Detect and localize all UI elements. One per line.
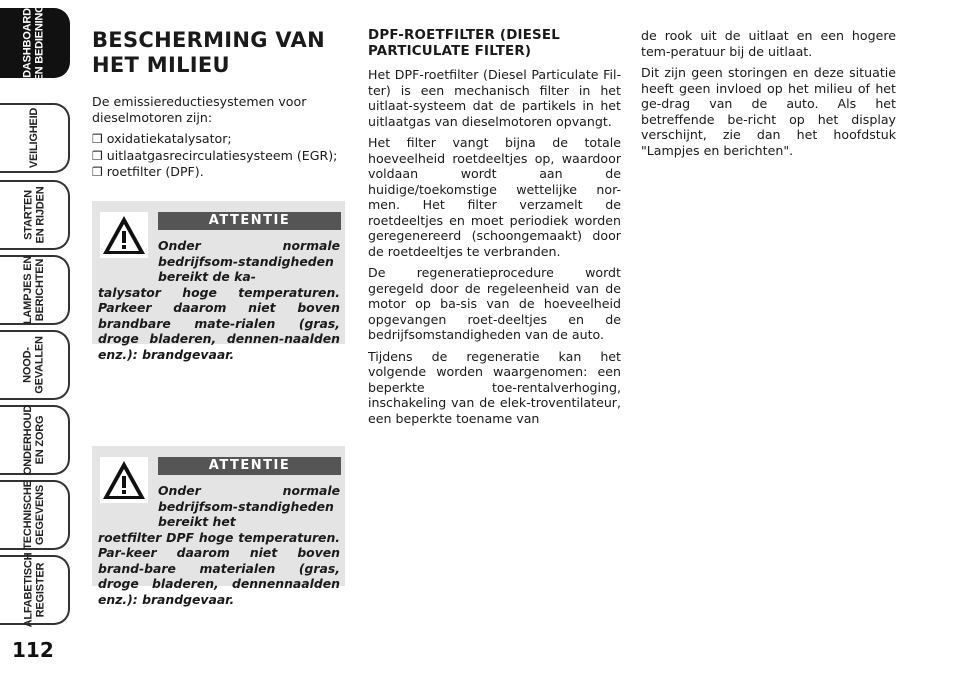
- checkbox-icon: ❒: [92, 148, 103, 163]
- list-item: [92, 164, 348, 181]
- checkbox-icon: ❒: [92, 165, 103, 179]
- column-3: [641, 28, 896, 164]
- list-item-text: oxidatiekatalysator;: [106, 131, 232, 146]
- tab-lampjes[interactable]: [0, 255, 70, 325]
- warning-text-rest: roetfilter DPF hoge temperaturen. Par-keer daarom niet boven brand-bare materialen (gras, droge bladeren, dennennaalden enz.): brandgevaar.: [98, 529, 340, 607]
- page-number: 112: [12, 638, 54, 662]
- page-title: [92, 28, 348, 78]
- column-1: [92, 28, 348, 181]
- tab-lampjes-label: LAMPJES EN BERICHTEN: [22, 255, 47, 325]
- tab-register[interactable]: [0, 552, 70, 628]
- list-item-text: roetfilter (DPF).: [106, 164, 204, 179]
- title-line-1: BESCHERMING VAN: [92, 28, 325, 52]
- tab-register-label: ALFABETISCH REGISTER: [22, 552, 46, 628]
- chapter-tabs: [0, 0, 74, 640]
- warning-text: [98, 238, 340, 362]
- tab-noodgevallen-label: NOOD- GEVALLEN: [21, 336, 46, 394]
- title-line-2: HET MILIEU: [92, 53, 230, 77]
- tab-veiligheid[interactable]: [0, 103, 70, 173]
- paragraph: de rook uit de uitlaat en een hogere tem-peratuur bij de uitlaat.: [641, 28, 896, 59]
- warning-label: ATTENTIE: [158, 212, 341, 230]
- system-list: [92, 131, 348, 181]
- tab-starten[interactable]: [0, 180, 70, 250]
- tab-starten-label: STARTEN EN RIJDEN: [21, 186, 46, 244]
- warning-box-catalyst: [92, 201, 345, 362]
- warning-text-rest: talysator hoge temperaturen. Parkeer daarom niet boven brandbare mate-rialen (gras, droge bladeren, dennen-naalden enz.): brandgevaar.: [98, 284, 340, 362]
- warning-label: ATTENTIE: [158, 457, 341, 475]
- paragraph: Dit zijn geen storingen en deze situatie heeft geen invloed op het milieu of het ge-drag van de auto. Als het betreffende be-richt op het display verschijnt, zie dan het hoofdstuk "Lampjes en berichten".: [641, 65, 896, 158]
- warning-text-indent: Onder normale bedrijfsom-standigheden bereikt de ka-: [158, 238, 340, 284]
- section-heading: DPF-ROETFILTER (DIESEL PARTICULATE FILTER): [368, 28, 560, 59]
- intro-text: De emissiereductiesystemen voor dieselmotoren zijn:: [92, 94, 307, 125]
- checkbox-icon: ❒: [92, 132, 103, 146]
- tab-technische[interactable]: [0, 480, 70, 550]
- tab-noodgevallen[interactable]: [0, 330, 70, 400]
- tab-technische-label: TECHNISCHE GEGEVENS: [22, 480, 47, 550]
- paragraph: Het DPF-roetfilter (Diesel Particulate Fil-ter) is een mechanisch filter in het uitlaat-systeem dat de partikels in het uitlaatgas van dieselmotoren opvangt.: [368, 67, 621, 129]
- warning-box-dpf: [92, 446, 345, 607]
- tab-onderhoud[interactable]: [0, 405, 70, 475]
- tab-onderhoud-label: ONDERHOUD EN ZORG: [22, 404, 46, 476]
- list-item: [92, 148, 348, 165]
- list-item: [92, 131, 348, 148]
- tab-veiligheid-label: VEILIGHEID: [28, 107, 40, 169]
- column-2: [368, 28, 621, 432]
- paragraph: Het filter vangt bijna de totale hoeveelheid roetdeeltjes op, waardoor voldaan wordt aan de huidige/toekomstige wettelijke nor-men. Het filter verzamelt de roetdeeltjes en moet periodiek worden geregenereerd (schoongemaakt) door de roetdeeltjes te verbranden.: [368, 135, 621, 259]
- warning-text: [98, 483, 340, 607]
- warning-text-indent: Onder normale bedrijfsom-standigheden bereikt het: [158, 483, 340, 529]
- tab-dashboard[interactable]: [0, 4, 70, 82]
- list-item-text: uitlaatgasrecirculatiesysteem (EGR);: [106, 147, 338, 163]
- tab-dashboard-label: DASHBOARD EN BEDIENING: [22, 4, 46, 82]
- paragraph: De regeneratieprocedure wordt geregeld door de regeleenheid van de motor op ba-sis van de hoeveelheid opgevangen roet-deeltjes en de bedrijfsomstandigheden van de auto.: [368, 265, 621, 342]
- paragraph: Tijdens de regeneratie kan het volgende worden waargenomen: een beperkte toe-rentalverhoging, inschakeling van de elek-troventilateur, een beperkte toename van: [368, 348, 621, 426]
